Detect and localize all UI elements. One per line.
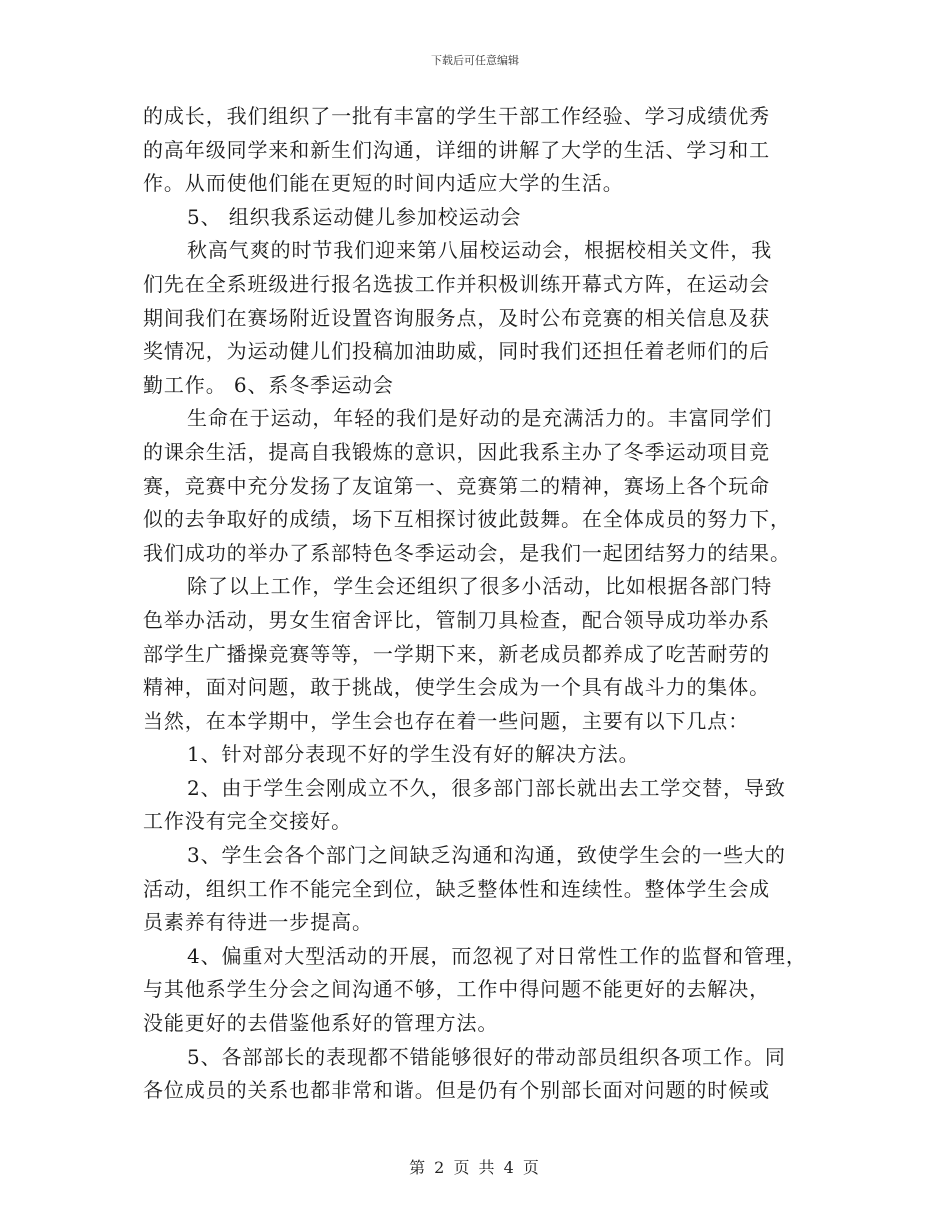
text-line: 活动，组织工作不能完全到位，缺乏整体性和连续性。整体学生会成	[143, 876, 770, 901]
text-line: 色举办活动，男女生宿舍评比，管制刀具检查，配合领导成功举办系	[143, 607, 770, 632]
text-line: 的成长，我们组织了一批有丰富的学生干部工作经验、学习成绩优秀	[143, 104, 770, 128]
text-line: 赛，竞赛中充分发扬了友谊第一、竞赛第二的精神，赛场上各个玩命	[143, 473, 770, 498]
text-line: 勤工作。 6、系冬季运动会	[143, 372, 394, 397]
text-line: 奖情况，为运动健儿们投稿加油助威，同时我们还担任着老师们的后	[143, 339, 770, 364]
header-note: 下载后可任意编辑	[431, 54, 519, 67]
text-line: 生命在于运动，年轻的我们是好动的是充满活力的。丰富同学们	[187, 406, 773, 431]
text-line: 们先在全系班级进行报名选拔工作并积极训练开幕式方阵，在运动会	[143, 271, 770, 296]
text-line: 期间我们在赛场附近设置咨询服务点，及时公布竞赛的相关信息及获	[143, 305, 770, 330]
text-line: 的课余生活，提高自我锻炼的意识，因此我系主办了冬季运动项目竞	[143, 439, 770, 464]
text-line: 我们成功的举办了系部特色冬季运动会，是我们一起团结努力的结果。	[143, 540, 791, 565]
text-line: 精神，面对问题，敢于挑战，使学生会成为一个具有战斗力的集体。	[143, 675, 770, 700]
text-line: 没能更好的去借鉴他系好的管理方法。	[143, 1011, 499, 1036]
text-line: 5、 组织我系运动健儿参加校运动会	[187, 204, 522, 229]
text-line: 4、偏重对大型活动的开展，而忽视了对日常性工作的监督和管理，	[187, 943, 807, 968]
text-line: 各位成员的关系也都非常和谐。但是仍有个别部长面对问题的时候或	[143, 1078, 770, 1103]
text-line: 与其他系学生分会之间沟通不够，工作中得问题不能更好的去解决，	[143, 977, 770, 1002]
text-line: 员素养有待进一步提高。	[143, 910, 373, 935]
text-line: 1、针对部分表现不好的学生没有好的解决方法。	[187, 742, 640, 767]
text-line: 似的去争取好的成绩，场下互相探讨彼此鼓舞。在全体成员的努力下，	[143, 507, 791, 532]
text-line: 3、学生会各个部门之间缺乏沟通和沟通，致使学生会的一些大的	[187, 843, 786, 868]
page-number-footer: 第 2 页 共 4 页	[409, 1158, 541, 1177]
text-line: 的高年级同学来和新生们沟通，详细的讲解了大学的生活、学习和工	[143, 137, 770, 162]
text-line: 秋高气爽的时节我们迎来第八届校运动会，根据校相关文件，我	[187, 238, 773, 263]
text-line: 作。从而使他们能在更短的时间内适应大学的生活。	[143, 171, 624, 196]
document-body	[143, 100, 823, 1108]
text-line: 当然，在本学期中，学生会也存在着一些问题，主要有以下几点：	[143, 708, 750, 733]
text-line: 除了以上工作，学生会还组织了很多小活动，比如根据各部门特	[187, 574, 773, 599]
text-line: 部学生广播操竞赛等等，一学期下来，新老成员都养成了吃苦耐劳的	[143, 641, 770, 666]
text-line: 2、由于学生会刚成立不久，很多部门部长就出去工学交替，导致	[187, 775, 786, 800]
text-line: 工作没有完全交接好。	[143, 809, 352, 834]
text-line: 5、各部部长的表现都不错能够很好的带动部员组织各项工作。同	[187, 1044, 786, 1069]
